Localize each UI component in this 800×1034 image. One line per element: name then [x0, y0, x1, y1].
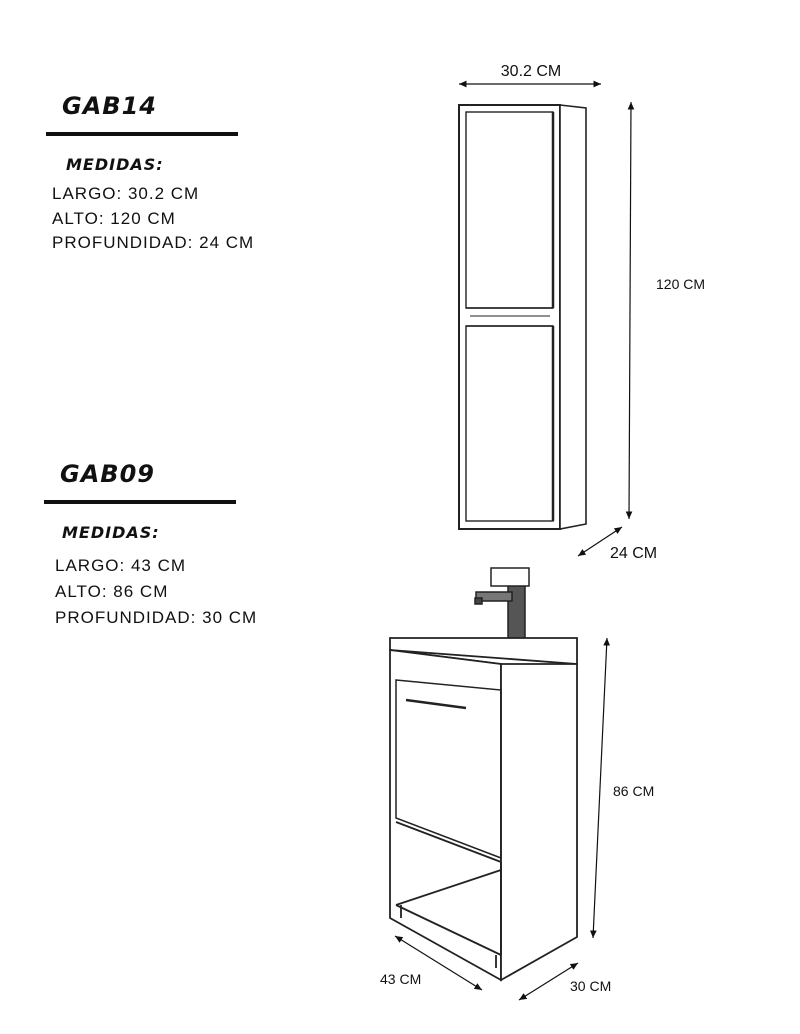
- wall-cabinet-height-label: 120 CM: [656, 276, 706, 292]
- faucet-icon: [475, 568, 529, 638]
- vanity-drawing: [390, 638, 577, 980]
- depth-gab14: PROFUNDIDAD: 24 CM: [52, 233, 255, 252]
- height-gab14: ALTO: 120 CM: [52, 209, 176, 228]
- wall-cabinet-width-label: 30.2 CM: [500, 63, 562, 80]
- height-gab09: ALTO: 86 CM: [55, 582, 169, 601]
- vanity-depth-label: 30 CM: [570, 978, 612, 994]
- wall-cabinet-depth-label: 24 CM: [610, 545, 658, 562]
- height-dimension-line: [593, 638, 607, 938]
- length-gab09: LARGO: 43 CM: [55, 556, 187, 575]
- vanity-height-label: 86 CM: [613, 783, 655, 799]
- measures-heading-gab14: MEDIDAS:: [66, 155, 164, 174]
- vanity-width-label: 43 CM: [380, 971, 422, 987]
- wall-cabinet-drawing: [459, 105, 586, 529]
- length-gab14: LARGO: 30.2 CM: [52, 184, 200, 203]
- measures-heading-gab09: MEDIDAS:: [62, 523, 160, 542]
- product-code-gab09: GAB09: [60, 460, 155, 488]
- depth-gab09: PROFUNDIDAD: 30 CM: [55, 608, 258, 627]
- product-code-gab14: GAB14: [62, 92, 157, 120]
- height-dimension-line: [629, 102, 631, 519]
